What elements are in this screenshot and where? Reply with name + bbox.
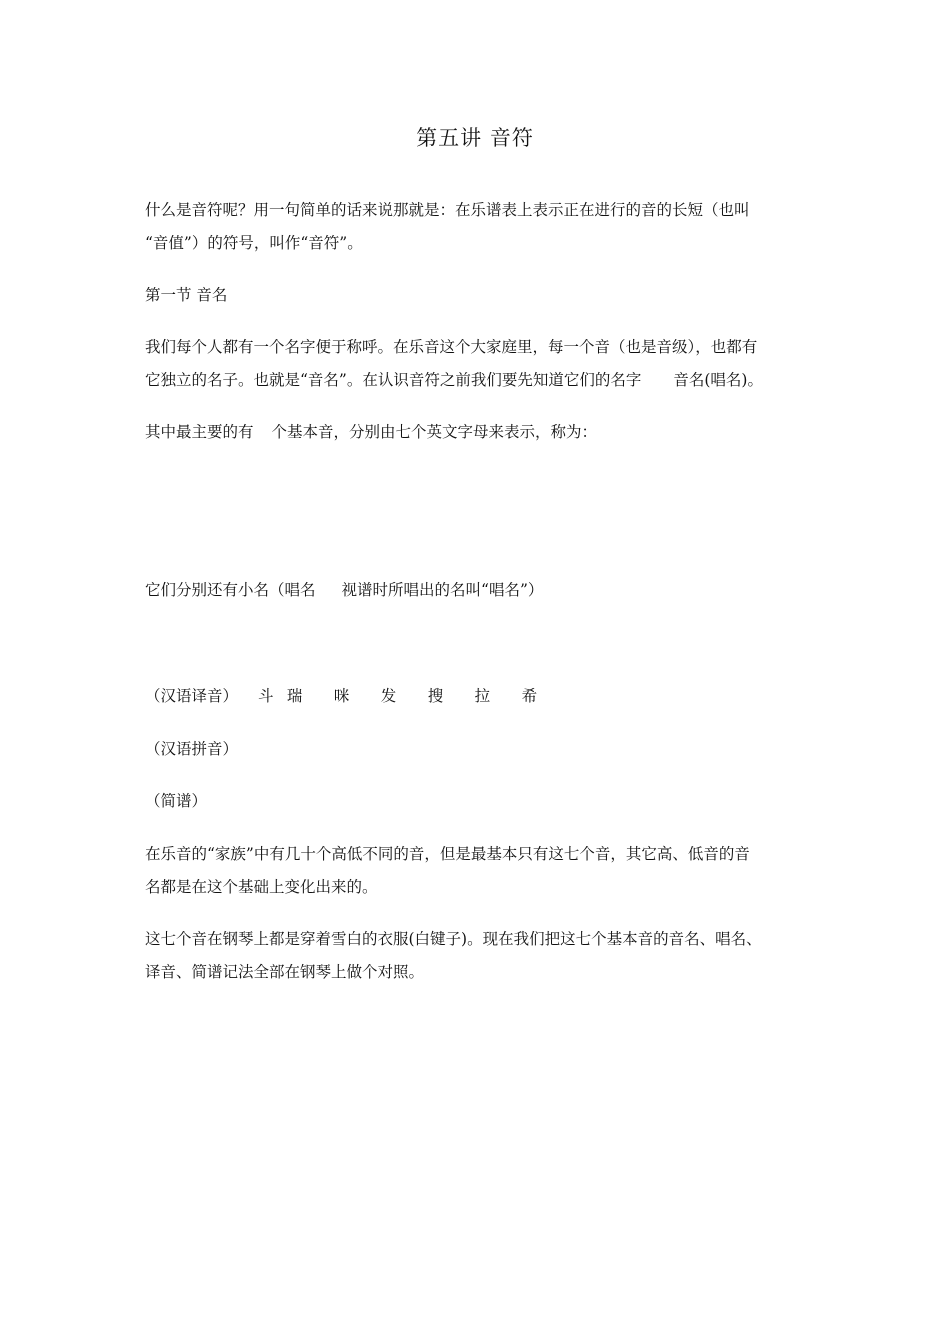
piano-para-line-1: 这七个音在钢琴上都是穿着雪白的衣服(白键子)。现在我们把这七个基本音的音名、唱名、 <box>145 930 762 948</box>
jianpu-row-label: （简谱） <box>145 792 208 810</box>
page-title: 第五讲 音符 <box>416 126 534 150</box>
names-para-line-2a: 它独立的名子。也就是“音名”。在认识音符之前我们要先知道它们的名字 <box>145 371 642 389</box>
intro-line-1: 什么是音符呢？用一句简单的话来说那就是：在乐谱表上表示正在进行的音的长短（也叫 <box>145 201 750 219</box>
solfege-part-b: 视谱时所唱出的名叫“唱名”） <box>341 581 544 599</box>
pinyin-row-label: （汉语拼音） <box>145 740 239 758</box>
names-para-line-2 <box>145 368 763 390</box>
solfege-part-a: 它们分别还有小名（唱名 <box>145 581 316 599</box>
syllable-do: 斗 <box>257 687 274 705</box>
syllable-sol: 搜 <box>427 687 444 705</box>
names-para-line-1: 我们每个人都有一个名字便于称呼。在乐音这个大家庭里，每一个音（也是音级），也都有 <box>145 338 758 356</box>
syllable-si: 希 <box>521 687 538 705</box>
section-heading: 第一节 音名 <box>145 286 228 304</box>
syllable-re: 瑞 <box>286 687 303 705</box>
piano-para-line-2: 译音、简谱记法全部在钢琴上做个对照。 <box>145 963 425 981</box>
names-para-line-2b: 音名(唱名)。 <box>673 371 763 389</box>
syllable-mi: 咪 <box>333 687 350 705</box>
solfege-para <box>145 578 543 600</box>
transliteration-label: （汉语译音） <box>145 687 239 705</box>
basic-notes-part-b: 个基本音，分别由七个英文字母来表示，称为： <box>271 423 598 441</box>
family-para-line-2: 名都是在这个基础上变化出来的。 <box>145 878 378 896</box>
syllable-la: 拉 <box>474 687 491 705</box>
family-para-line-1: 在乐音的“家族”中有几十个高低不同的音，但是最基本只有这七个音，其它高、低音的音 <box>145 845 750 863</box>
basic-notes-para <box>145 420 597 442</box>
basic-notes-part-a: 其中最主要的有 <box>145 423 254 441</box>
intro-line-2: “音值”）的符号，叫作“音符”。 <box>145 234 363 252</box>
transliteration-row <box>145 684 542 706</box>
syllable-fa: 发 <box>380 687 397 705</box>
